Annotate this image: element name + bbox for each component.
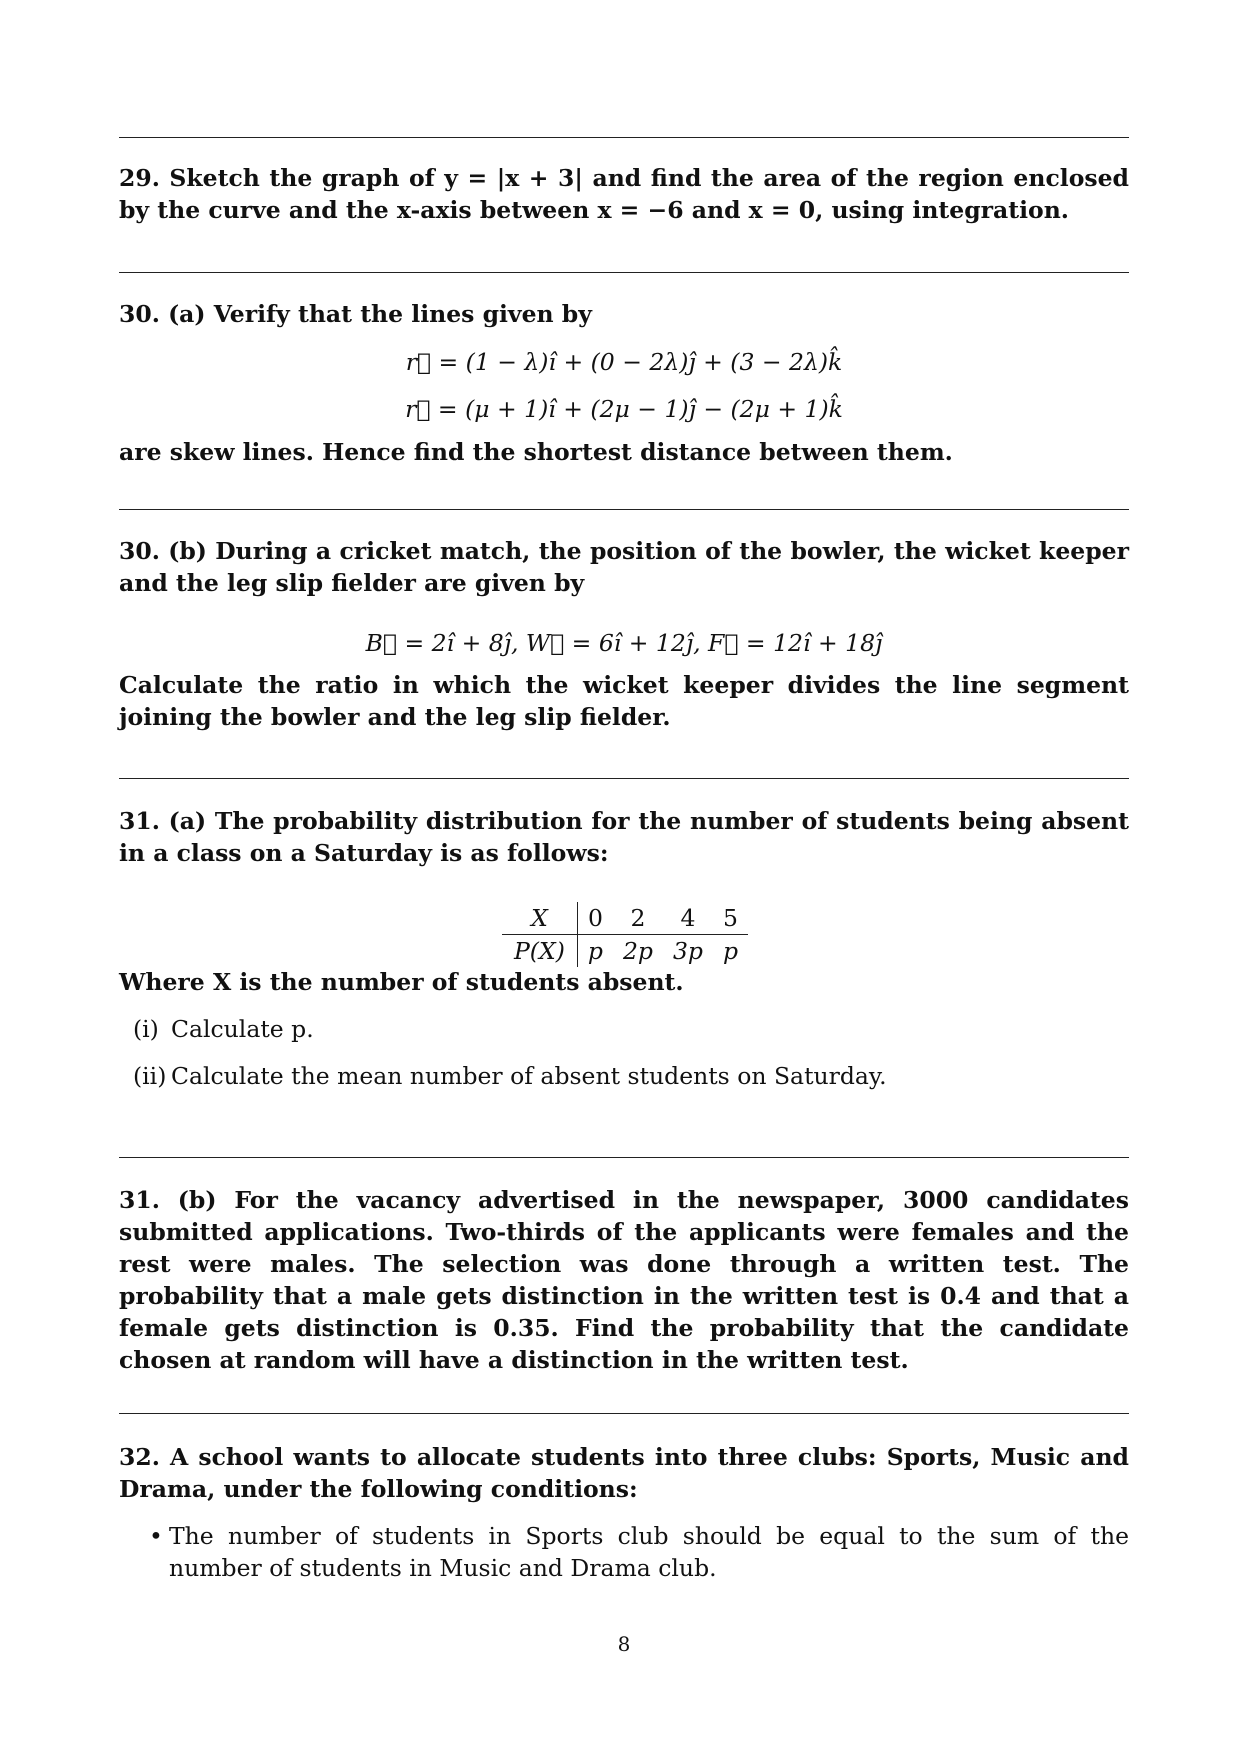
bullet-item: [149, 1520, 1129, 1584]
page-number: 8: [617, 1632, 631, 1656]
table-cell: 3p: [672, 937, 703, 965]
equation-line-1: r⃗ = (1 − λ)î + (0 − 2λ)ĵ + (3 − 2λ)k̂: [405, 348, 843, 376]
question-30a-conclusion: are skew lines. Hence find the shortest distance between them.: [119, 438, 953, 466]
table-cell: 0: [577, 902, 613, 935]
probability-distribution-table: [502, 902, 748, 967]
divider: [119, 778, 1129, 779]
sub-question-label: (ii): [133, 1062, 167, 1090]
divider: [119, 509, 1129, 510]
divider: [119, 137, 1129, 138]
sub-question-i: [133, 1013, 1113, 1045]
sub-question-text: Calculate the mean number of absent students on Saturday.: [171, 1062, 887, 1090]
position-vectors: B⃗ = 2î + 8ĵ, W⃗ = 6î + 12ĵ, F⃗ = 12î + 18ĵ: [365, 629, 883, 657]
question-30a-intro: 30. (a) Verify that the lines given by: [119, 300, 592, 328]
question-31a-intro: 31. (a) The probability distribution for the number of students being absent in a class on a Saturday is as follows:: [119, 807, 1129, 867]
table-cell: p: [722, 937, 738, 965]
exam-page: [119, 0, 1129, 1754]
question-30b-question: Calculate the ratio in which the wicket keeper divides the line segment joining the bowler and the leg slip fielder.: [119, 671, 1129, 731]
question-32-intro: 32. A school wants to allocate students into three clubs: Sports, Music and Drama, under the following conditions:: [119, 1443, 1129, 1503]
table-cell: 4: [663, 902, 713, 935]
question-29: 29. Sketch the graph of y = |x + 3| and find the area of the region enclosed by the curve and the x-axis between x = −6 and x = 0, using integration.: [119, 164, 1129, 224]
sub-question-text: Calculate p.: [171, 1015, 314, 1043]
equation-line-2: r⃗ = (μ + 1)î + (2μ − 1)ĵ − (2μ + 1)k̂: [405, 395, 843, 423]
question-30b-intro: 30. (b) During a cricket match, the position of the bowler, the wicket keeper and the leg slip fielder are given by: [119, 537, 1129, 597]
divider: [119, 1413, 1129, 1414]
question-31a-where: Where X is the number of students absent.: [119, 968, 684, 996]
divider: [119, 272, 1129, 273]
table-cell: 2p: [622, 937, 653, 965]
bullet-text: The number of students in Sports club should be equal to the sum of the number of students in Music and Drama club.: [169, 1522, 1129, 1582]
table-cell: 5: [713, 902, 748, 935]
bullet-dot-icon: •: [149, 1522, 163, 1550]
sub-question-ii: [133, 1060, 1113, 1092]
question-31b: 31. (b) For the vacancy advertised in the newspaper, 3000 candidates submitted applications. Two-thirds of the applicants were females and the rest were males. The selection was done through a written test. The probability that a male gets distinction in the written test is 0.4 and that a female gets distinction is 0.35. Find the probability that the candidate chosen at random will have a distinction in the written test.: [119, 1186, 1129, 1374]
divider: [119, 1157, 1129, 1158]
table-header-px: P(X): [502, 935, 577, 968]
table-cell: 2: [613, 902, 663, 935]
table-cell: p: [587, 937, 603, 965]
table-header-x: X: [502, 902, 577, 935]
sub-question-label: (i): [133, 1015, 159, 1043]
